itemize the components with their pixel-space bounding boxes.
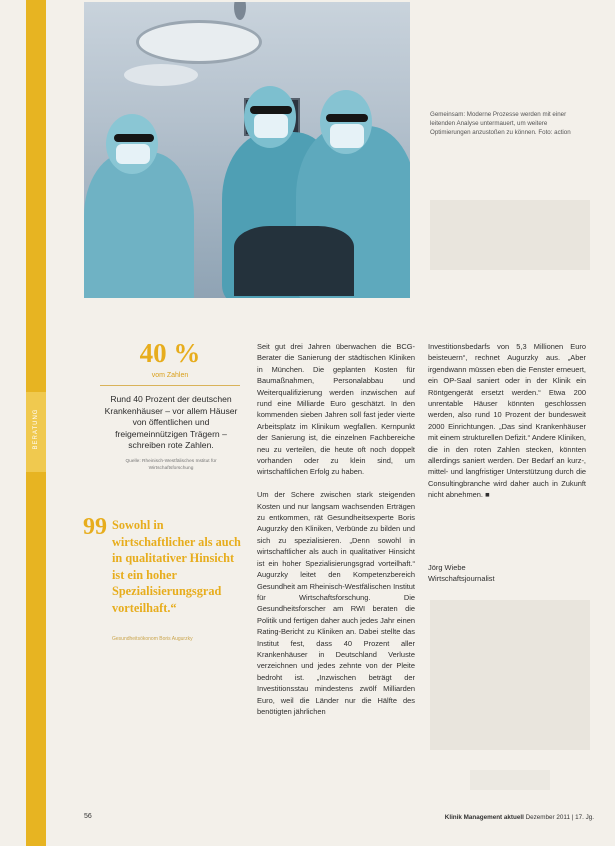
magazine-footer — [422, 814, 594, 821]
article-paragraph: Investitionsbedarfs von 5,3 Millionen Euro beisteuern“, rechnet Augurzky aus. „Aber irgendwann müssen eben die Fenster erneuert, ein OP-Saal saniert oder in der Klinik ein Röntgengerät ersetzt werden.“ Etwa 200 unrentable Häuser könnten geschlossen werden, also rund 10 Prozent der bundesweit 2000 Einrichtungen. „Das sind Krankenhäuser mit einem strukturellen Defizit.“ Andere Kliniken, die in den roten Zahlen stecken, könnten allerdings saniert werden. Der Bedarf an kurz-, mittel- und langfristiger Unterstützung durch die Consultingbranche wird daher auch in Zukunft nicht abnehmen. — [428, 342, 586, 500]
magazine-volume: 17. Jg. — [575, 814, 594, 821]
author-name: Jörg Wiebe — [428, 563, 466, 572]
pull-quote: Sowohl in wirtschaftlicher als auch in qualitativer Hinsicht ist ein hoher Spezialisierungsgrad vorteilhaft.“ — [112, 518, 241, 615]
stat-divider — [100, 385, 240, 386]
article-paragraph: Um der Schere zwischen stark steigenden Kosten und nur langsam wachsenden Erträgen zu entkommen, rät Gesundheitsexperte Boris Augurzky den Kliniken, Verbünde zu bilden und sich zu spezialisieren. „Denn sowohl in wirtschaftlicher als auch in qualitativer Hinsicht ist ein hoher Spezialisierungsgrad vorteilhaft.“ Augurzky leitet den Kompetenzbereich Gesundheit am Rheinisch-Westfälischen Institut für Wirtschaftsforschung. Die Gesundheitsforscher am RWI beraten die Politik und fertigen daher auch jedes Jahr einen Rating-Bericht zu Kliniken an. Dabei stellte das Institut fest, dass 40 Prozent aller Krankenhäuser in Deutschland Verluste verzeichnen und jedes zehnte von der Pleite bedroht ist. „Inzwischen beträgt der Investitionsstau mindestens zwölf Milliarden Euro, weil die Länder nur die Hälfte des benötigten jährlichen — [257, 490, 415, 716]
stat-source: Quelle: Rheinisch-Westfälisches Institut für Wirtschaftsforschung — [125, 459, 217, 471]
author-block — [428, 562, 586, 585]
photo-caption: Gemeinsam: Moderne Prozesse werden mit einer leitenden Analyse untermauert, um weitere Optimierungen anzustoßen zu können. Foto: action — [430, 111, 571, 136]
magazine-issue: Dezember 2011 — [525, 814, 570, 821]
quote-attribution: Gesundheitsökonom Boris Augurzky — [112, 636, 193, 642]
stat-unit: vom Zahlen — [151, 372, 189, 379]
footer-separator: | — [571, 814, 574, 821]
article-column-2 — [428, 341, 586, 501]
stat-number: 40 % — [139, 338, 201, 368]
section-tab — [26, 392, 46, 472]
hero-photo — [84, 2, 410, 298]
article-column-1 — [257, 341, 415, 729]
author-role: Wirtschaftsjournalist — [428, 574, 495, 584]
stat-text: Rund 40 Prozent der deutschen Krankenhäuser – vor allem Häuser von öffentlichen und freigemeinnützigen Trägern – schreiben rote Zahlen. — [104, 394, 238, 451]
left-accent-bar — [26, 0, 46, 846]
page-number: 56 — [84, 813, 92, 820]
quote-mark-icon: 99 — [83, 514, 107, 540]
article-paragraph: Seit gut drei Jahren überwachen die BCG-Berater die Sanierung der städtischen Kliniken in München. Die geplanten Kosten für Baumaßnahmen, Personalabbau und Weiterqualifizierung werden inzwischen auf rund eine Milliarde Euro geschätzt. In den kommenden sieben Jahren soll fast jeder vierte Arbeitsplatz im Klinikum wegfallen. Kernpunkt der Sanierung ist, die einzelnen Fachbereiche neu zu verteilen, die heute oft noch doppelt vorhanden oder zu klein sind, um wirtschaftlichen Erfolg zu haben. — [257, 342, 415, 477]
magazine-title: Klinik Management aktuell — [444, 814, 524, 821]
faint-watermark-block — [470, 770, 550, 790]
section-tab-label: BERATUNG — [33, 408, 39, 450]
end-mark-icon: ■ — [485, 490, 490, 500]
